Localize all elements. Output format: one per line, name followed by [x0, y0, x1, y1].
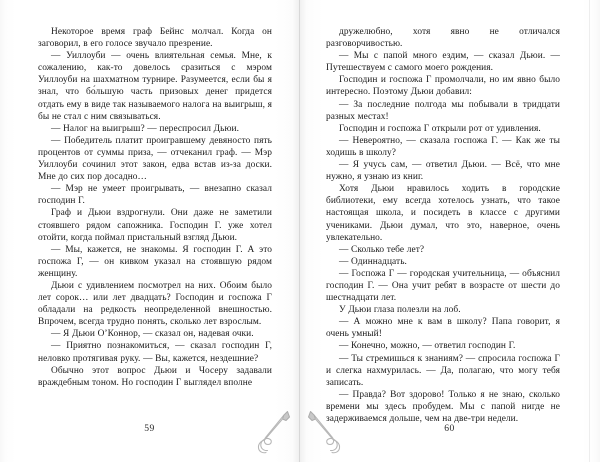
paragraph: Некоторое время граф Бейнс молчал. Когда он заговорил, в его голосе звучало презрение. — [38, 27, 272, 50]
paragraph: — Невероятно, — сказала госпожа Г. — Как же ты ходишь в школу? — [326, 135, 560, 158]
quill-pen-flourish-icon — [303, 406, 347, 456]
paragraph: — Уиллоуби — очень влиятельная семья. Мне, к сожалению, как-то довелось сразиться с мэром Уиллоуби на шахматном турнире. Разумеется, если бы я знал, что бо́льшую часть призовых денег придется отдать ему в виде так называемого налога на выигрыш, я бы не стал с ним связываться. — [38, 51, 272, 122]
paragraph: Хотя Дьюи нравилось ходить в городские библиотеки, ему всегда хотелось узнать, что такое настоящая школа, и посидеть в классе с другими учениками. Дьюи думал, что это, наверное, очень увлекательно. — [326, 184, 560, 243]
page-right-text-block — [326, 26, 560, 425]
paragraph: — Конечно, можно, — ответил господин Г. — [339, 341, 516, 352]
paragraph: — Приятно познакомиться, — сказал господин Г, неловко протягивая руку. — Вы, кажется, нездешние? — [38, 341, 272, 364]
page-right — [299, 0, 600, 462]
paragraph: — Госпожа Г — городская учительница, — объяснил господин Г. — Она учит ребят в возрасте от шести до шестнадцати лет. — [326, 268, 560, 304]
paragraph: — За последние полгода мы побывали в тридцати разных местах! — [326, 99, 560, 122]
paragraph: — Победитель платит проигравшему девяносто пять процентов от суммы приза, — отчеканил граф. — Мэр Уиллоуби сочинил этот закон, едва встав из-за доски. Мне до сих пор досадно… — [38, 135, 272, 183]
paragraph: — А можно мне к вам в школу? Папа говорит, я очень умный! — [326, 317, 560, 340]
paragraph: — Мы, кажется, не знакомы. Я господин Г. А это госпожа Г, — он кивком указал на стоявшую рядом женщину. — [38, 244, 272, 279]
paragraph: — Мэр не умеет проигрывать, — внезапно сказал господин Г. — [38, 184, 272, 207]
paragraph: — Я Дьюи О’Коннор, — сказал он, надевая очки. — [51, 329, 254, 340]
paragraph: Обычно этот вопрос Дьюи и Чосеру задавали враждебным тоном. Но господин Г выглядел вполне — [38, 365, 272, 388]
paragraph: — Одиннадцать. — [339, 256, 407, 267]
paragraph: Господин и госпожа Г открыли рот от удивления. — [339, 123, 541, 134]
paragraph: У Дьюи глаза полезли на лоб. — [339, 305, 461, 316]
paragraph: — Правда? Вот здорово! Только я не знаю, сколько времени мы здесь пробудем. Мы с папой нигде не задерживаемся дольше, чем на две-три недели. — [326, 389, 560, 424]
quill-pen-flourish-icon — [251, 406, 295, 456]
paragraph: — Налог на выигрыш? — переспросил Дьюи. — [51, 123, 240, 134]
paragraph: — Я учусь сам, — ответил Дьюи. — Всё, что мне нужно, я узнаю из книг. — [326, 160, 560, 183]
page-right-folio: 60 — [444, 423, 455, 434]
paragraph: — Сколько тебе лет? — [339, 244, 425, 255]
paragraph: дружелюбно, хотя явно не отличался разговорчивостью. — [326, 27, 560, 50]
paragraph: — Мы с папой много ездим, — сказал Дьюи. — Путешествуем с самого моего рождения. — [326, 51, 560, 74]
paragraph: Дьюи с удивлением посмотрел на них. Обоим было лет сорок… или лет двадцать? Господин и госпожа Г обладали на редкость неопределенной внешностью. Впрочем, всегда трудно понять, сколько лет взрослым. — [38, 280, 272, 328]
page-left-folio: 59 — [144, 423, 155, 434]
paragraph: Граф и Дьюи вздрогнули. Они даже не заметили стоявшего рядом сапожника. Господин Г. уже хотел отойти, когда поймал пристальный взгляд Дьюи. — [38, 208, 272, 243]
paragraph: — Ты стремишься к знаниям? — спросила госпожа Г и слегка нахмурилась. — Да, полагаю, что могу тебя записать. — [326, 353, 560, 388]
page-left-text-block — [38, 26, 272, 389]
paragraph: Господин и госпожа Г промолчали, но им явно было интересно. Поэтому Дьюи добавил: — [326, 75, 560, 98]
page-left — [0, 0, 299, 462]
